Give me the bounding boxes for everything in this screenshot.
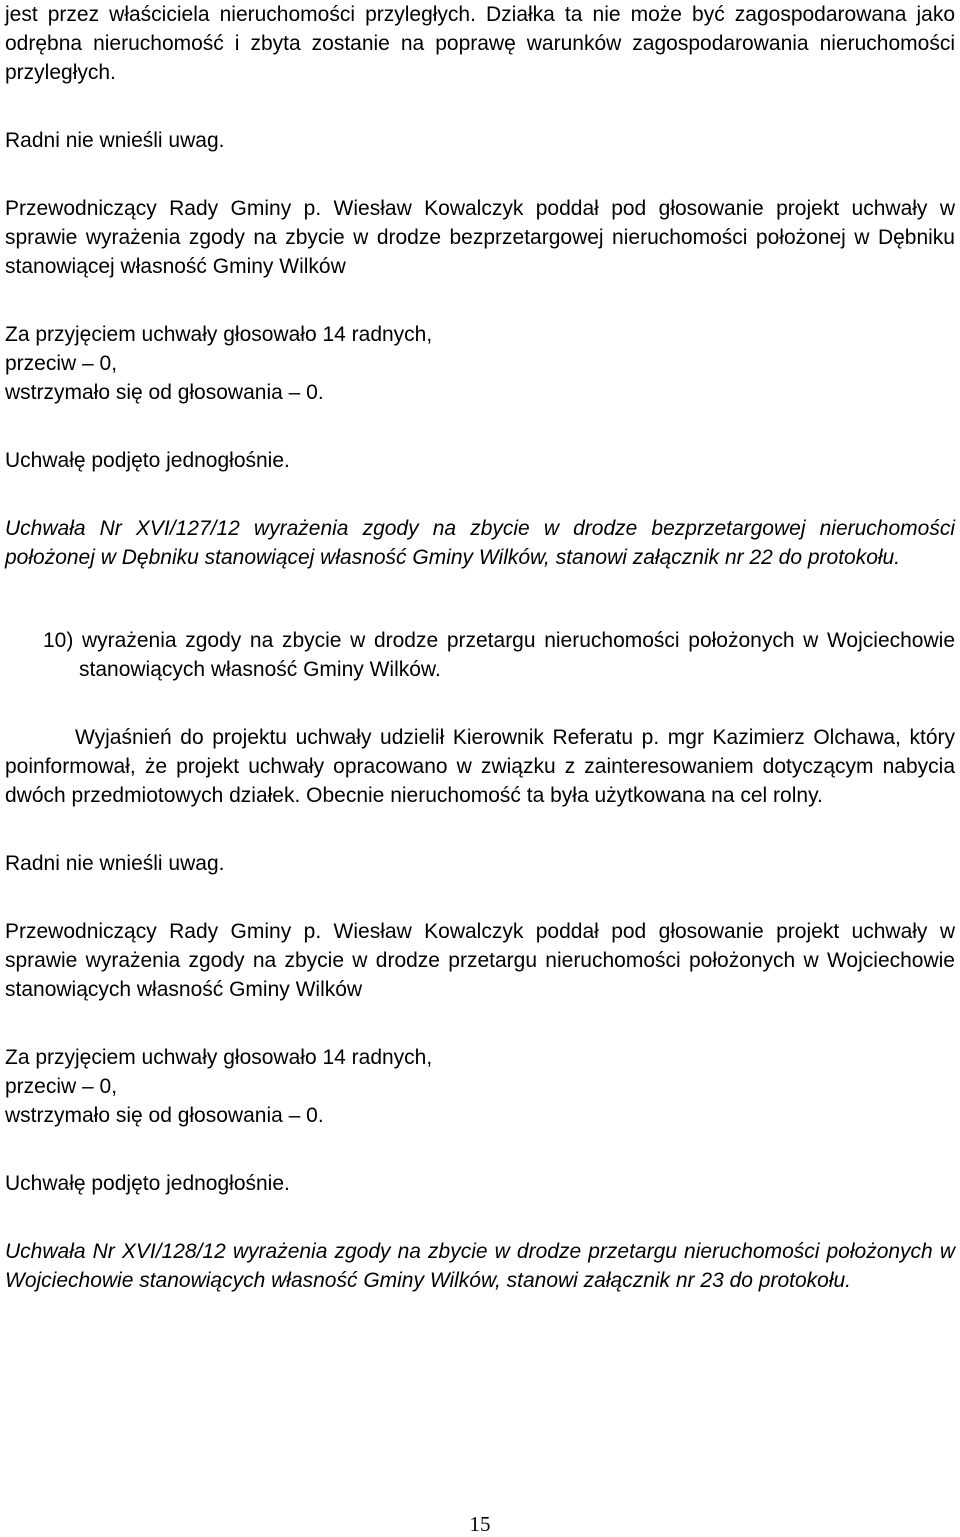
paragraph-unanimous-2: Uchwałę podjęto jednogłośnie. (5, 1172, 290, 1195)
document-page (5, 0, 955, 1295)
paragraph-vote-call-1: Przewodniczący Rady Gminy p. Wiesław Kowalczyk poddał pod głosowanie projekt uchwały w sprawie wyrażenia zgody na zbycie w drodze bezprzetargowej nieruchomości położonej w Dębniku stanowiącej własność Gminy Wilków (5, 197, 955, 278)
vote-result-1 (5, 320, 955, 407)
vote-for-1: Za przyjęciem uchwały głosowało 14 radnych, (5, 323, 433, 346)
paragraph-plot-description: jest przez właściciela nieruchomości przyległych. Działka ta nie może być zagospodarowana jako odrębna nieruchomość i zbyta zostanie na poprawę warunków zagospodarowania nieruchomości przyległych. (5, 3, 955, 84)
paragraph-explanation: Wyjaśnień do projektu uchwały udzielił Kierownik Referatu p. mgr Kazimierz Olchawa, który poinformował, że projekt uchwały opracowano w związku z zainteresowaniem dotyczącym nabycia dwóch przedmiotowych działek. Obecnie nieruchomość ta była użytkowana na cel rolny. (5, 726, 955, 807)
paragraph-no-remarks-1: Radni nie wnieśli uwag. (5, 129, 225, 152)
agenda-item-10: 10) wyrażenia zgody na zbycie w drodze przetargu nieruchomości położonych w Wojciechowie stanowiących własność Gminy Wilków. (43, 629, 955, 681)
vote-abstain-2: wstrzymało się od głosowania – 0. (5, 1104, 324, 1127)
vote-against-1: przeciw – 0, (5, 352, 118, 375)
paragraph-resolution-128: Uchwała Nr XVI/128/12 wyrażenia zgody na zbycie w drodze przetargu nieruchomości położonych w Wojciechowie stanowiących własność Gminy Wilków, stanowi załącznik nr 23 do protokołu. (5, 1240, 955, 1292)
paragraph-unanimous-1: Uchwałę podjęto jednogłośnie. (5, 449, 290, 472)
vote-result-2 (5, 1043, 955, 1130)
paragraph-resolution-127: Uchwała Nr XVI/127/12 wyrażenia zgody na zbycie w drodze bezprzetargowej nieruchomości położonej w Dębniku stanowiącej własność Gminy Wilków, stanowi załącznik nr 22 do protokołu. (5, 517, 955, 569)
vote-abstain-1: wstrzymało się od głosowania – 0. (5, 381, 324, 404)
paragraph-no-remarks-2: Radni nie wnieśli uwag. (5, 852, 225, 875)
page-number: 15 (469, 1512, 491, 1536)
paragraph-vote-call-2: Przewodniczący Rady Gminy p. Wiesław Kowalczyk poddał pod głosowanie projekt uchwały w sprawie wyrażenia zgody na zbycie w drodze przetargu nieruchomości położonych w Wojciechowie stanowiących własność Gminy Wilków (5, 920, 955, 1001)
vote-against-2: przeciw – 0, (5, 1075, 118, 1098)
vote-for-2: Za przyjęciem uchwały głosowało 14 radnych, (5, 1046, 433, 1069)
